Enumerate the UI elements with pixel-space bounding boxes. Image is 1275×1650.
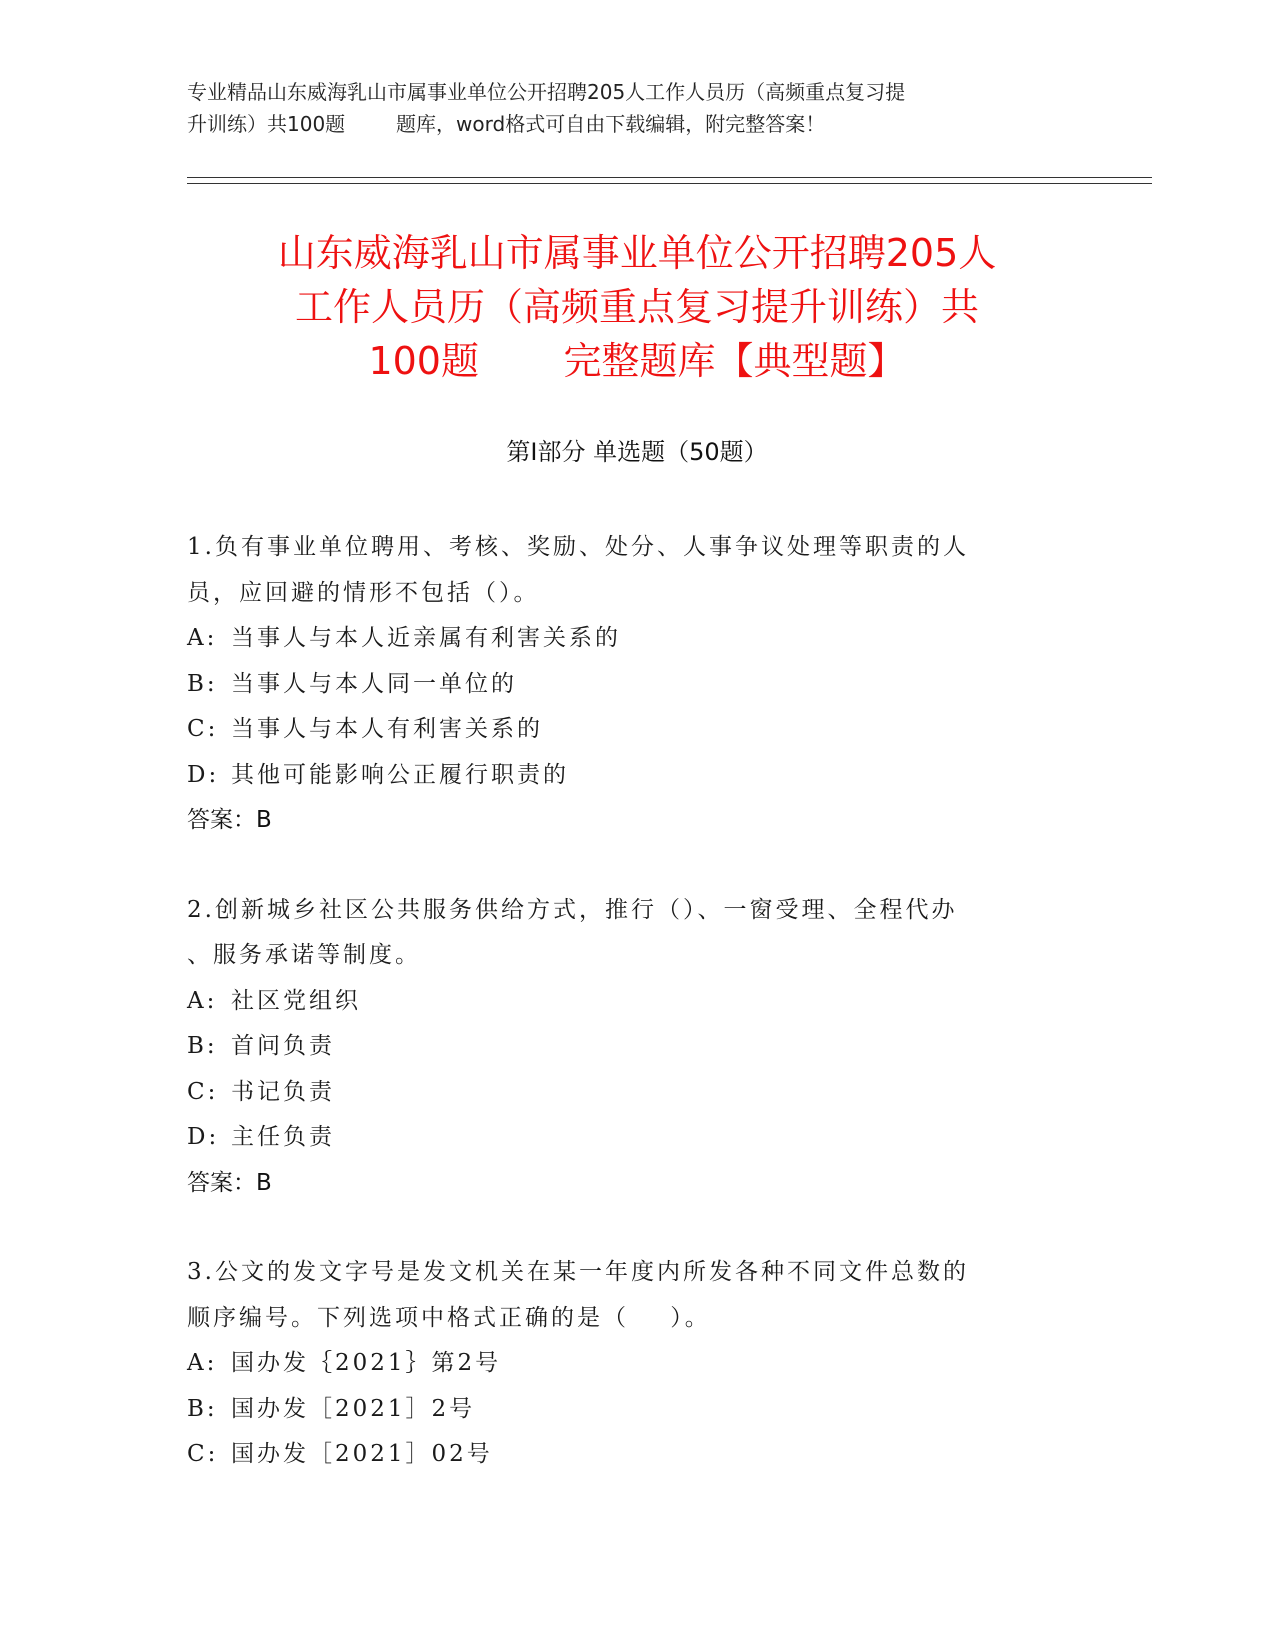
question-stem: 、服务承诺等制度。 [187,942,421,968]
answer: 答案：B [187,807,272,833]
question-stem: 1.负有事业单位聘用、考核、奖励、处分、人事争议处理等职责的人 [187,534,969,560]
question-stem: 2.创新城乡社区公共服务供给方式，推行（）、一窗受理、全程代办 [187,896,958,923]
option-key: C: [187,716,219,742]
option-a [187,1341,1057,1387]
question-stem: 员，应回避的情形不包括（）。 [187,579,540,606]
option-key: D: [187,761,220,788]
header-line: 升训练）共100题 题库，word格式可自由下载编辑，附完整答案！ [187,112,826,136]
question-1 [187,525,1057,844]
question-list [187,525,1057,1522]
title-line: 山东威海乳山市属事业单位公开招聘205人 [277,231,997,275]
question-stem: 3.公文的发文字号是发文机关在某一年度内所发各种不同文件总数的 [187,1259,969,1285]
option-d [187,753,1057,799]
option-key: A: [187,987,218,1014]
question-2 [187,888,1057,1207]
option-text: 主任负责 [231,1124,335,1150]
title-line: 工作人员历（高频重点复习提升训练）共 [294,285,979,329]
part-heading: 第Ⅰ部分 单选题（50题） [506,438,768,466]
option-text: 当事人与本人同一单位的 [231,670,517,697]
header-line: 专业精品山东威海乳山市属事业单位公开招聘205人工作人员历（高频重点复习提 [187,80,906,104]
option-key: D: [187,1124,220,1150]
option-c [187,1432,1057,1478]
option-key: B: [187,670,218,697]
option-b [187,1387,1057,1433]
option-text: 书记负责 [231,1078,335,1105]
option-b [187,1024,1057,1070]
option-text: 国办发［2021］02号 [231,1441,493,1467]
question-3 [187,1250,1057,1478]
option-text: 国办发［2021］2号 [231,1395,476,1422]
title-line: 100题 完整题库【典型题】 [368,339,906,383]
option-c [187,707,1057,753]
document-title [187,226,1087,388]
header-divider-bottom [187,183,1152,184]
option-text: 当事人与本人近亲属有利害关系的 [231,625,621,651]
option-text: 国办发｛2021｝第2号 [231,1350,502,1376]
option-text: 当事人与本人有利害关系的 [231,716,543,742]
header-note [187,76,1087,140]
option-a [187,616,1057,662]
option-key: C: [187,1441,219,1467]
option-key: A: [187,1350,218,1376]
option-key: B: [187,1395,218,1422]
option-b [187,662,1057,708]
option-d [187,1115,1057,1161]
question-stem: 顺序编号。下列选项中格式正确的是（ ）。 [187,1304,711,1331]
option-a [187,979,1057,1025]
option-key: B: [187,1033,218,1059]
option-c [187,1070,1057,1116]
option-text: 其他可能影响公正履行职责的 [231,761,569,788]
header-divider-top [187,177,1152,178]
option-text: 社区党组织 [231,987,361,1014]
option-key: A: [187,625,218,651]
option-key: C: [187,1078,219,1105]
option-text: 首问负责 [231,1033,335,1059]
answer: 答案：B [187,1169,272,1196]
